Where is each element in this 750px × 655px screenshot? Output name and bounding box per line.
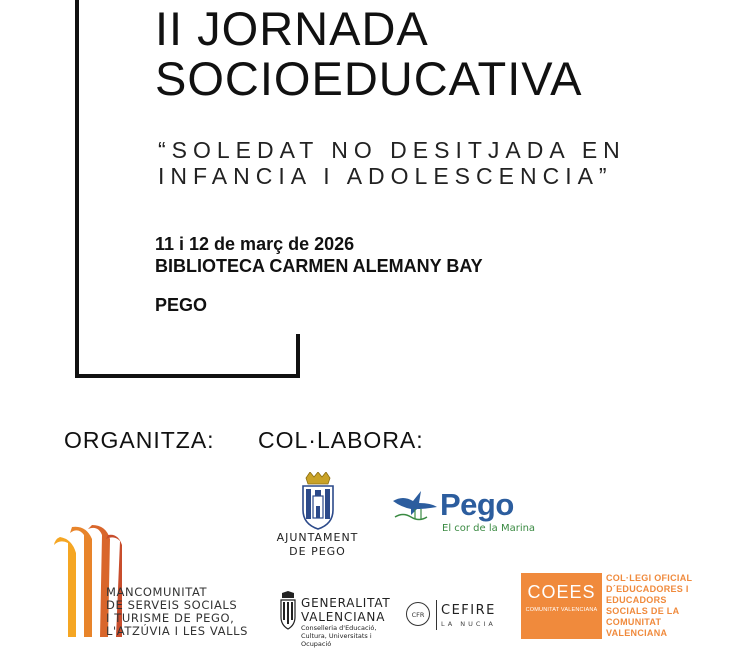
event-date: 11 i 12 de març de 2026	[155, 234, 355, 254]
coees-line6: VALENCIANA	[606, 628, 668, 638]
event-title	[155, 4, 582, 104]
coees-name: COEES	[527, 582, 596, 602]
event-subtitle	[158, 137, 626, 189]
ajuntament-crest-icon	[298, 472, 338, 530]
cefire-divider	[436, 600, 437, 630]
pego-brand-tagline: El cor de la Marina	[442, 523, 536, 534]
event-title-line1: II JORNADA	[155, 2, 429, 55]
coees-line4: SOCIALS DE LA	[606, 606, 680, 616]
mancomunitat-line2: DE SERVEIS SOCIALS	[106, 598, 238, 612]
mancomunitat-line3: I TURISME DE PEGO,	[106, 611, 235, 625]
frame-right-border	[296, 334, 300, 378]
frame-bottom-border	[75, 374, 300, 378]
cefire-name: CEFIRE	[441, 603, 496, 618]
generalitat-line2: VALENCIANA	[301, 610, 386, 624]
coees-line2: D´EDUCADORES I	[606, 584, 689, 594]
cefire-badge-icon: CFR	[406, 602, 430, 626]
mancomunitat-line1: MANCOMUNITAT	[106, 585, 208, 599]
ajuntament-line2: DE PEGO	[289, 545, 346, 558]
pego-bird-icon	[391, 487, 439, 523]
mancomunitat-text	[106, 586, 248, 638]
pego-brand-name: Pego	[440, 487, 514, 522]
generalitat-line1: GENERALITAT	[301, 596, 391, 610]
event-subtitle-line1: “SOLEDAT NO DESITJADA EN	[158, 137, 626, 163]
event-subtitle-line2: INFANCIA I ADOLESCENCIA”	[158, 163, 613, 189]
event-title-line2: SOCIOEDUCATIVA	[155, 52, 583, 105]
generalitat-crest-icon	[279, 591, 297, 631]
ajuntament-text	[270, 531, 365, 559]
collaborator-label: COL·LABORA:	[258, 427, 424, 453]
coees-sub: COMUNITAT VALENCIANA	[525, 607, 598, 613]
mancomunitat-line4: L'ATZÚVIA I LES VALLS	[106, 624, 249, 638]
organizer-label: ORGANITZA:	[64, 427, 215, 453]
coees-text	[606, 573, 692, 639]
coees-line5: COMUNITAT	[606, 617, 662, 627]
ajuntament-line1: AJUNTAMENT	[276, 531, 359, 544]
cefire-sub: LA NUCIA	[441, 620, 496, 628]
coees-line1: COL·LEGI OFICIAL	[606, 573, 693, 583]
generalitat-line3: Conselleria d'Educació, Cultura, Universitats i Ocupació	[301, 624, 377, 648]
event-town: PEGO	[155, 295, 208, 315]
event-venue: BIBLIOTECA CARMEN ALEMANY BAY	[155, 256, 483, 276]
frame-left-border	[75, 0, 79, 378]
coees-line3: EDUCADORS	[606, 595, 667, 605]
